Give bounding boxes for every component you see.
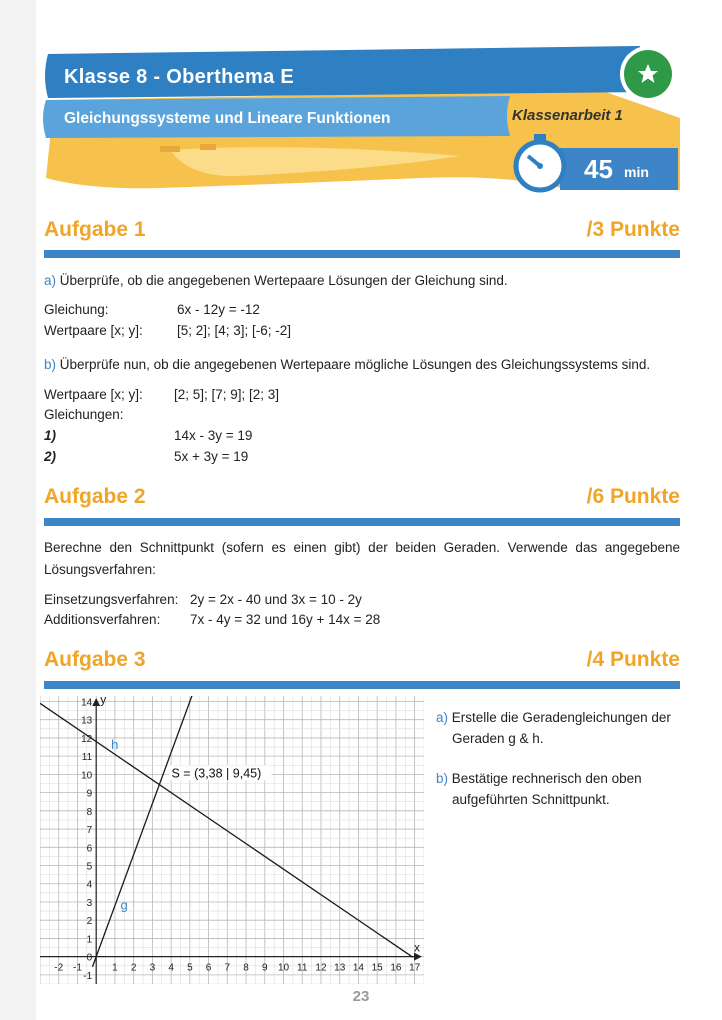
task-text: Bestätige rechnerisch den oben	[451, 771, 642, 786]
y-tick-label: 11	[81, 752, 93, 764]
task-text: Überprüfe nun, ob die angegebenen Wertepaare mögliche Lösungen des Gleichungssystems sind.	[59, 357, 651, 372]
method-label: Additionsverfahren:	[44, 612, 161, 627]
x-tick-label: 7	[224, 962, 231, 974]
y-tick-label: 4	[86, 879, 93, 891]
aufgabe1-divider	[44, 250, 680, 258]
aufgabe1-a-prompt	[44, 273, 508, 288]
y-tick-label: 9	[86, 788, 93, 800]
x-tick-label: 9	[261, 962, 268, 974]
y-tick-label: 3	[86, 897, 93, 909]
aufgabe1-b-prompt	[44, 357, 650, 372]
pairs-label: Wertpaare [x; y]:	[44, 323, 143, 338]
y-tick-label: 0	[86, 952, 93, 964]
task-label: a)	[44, 273, 57, 288]
page-subtitle: Gleichungssysteme und Lineare Funktionen	[64, 110, 391, 127]
x-tick-label: 3	[149, 962, 156, 974]
page-title: Klasse 8 - Oberthema E	[64, 66, 295, 88]
banner-sand-brick	[160, 146, 180, 152]
x-tick-label: 15	[371, 962, 383, 974]
task-label: a)	[436, 710, 449, 725]
series-line-g	[92, 696, 195, 967]
y-tick-label: 1	[86, 934, 93, 946]
y-tick-label: 10	[81, 770, 93, 782]
x-tick-label: 1	[112, 962, 118, 974]
chart-axes	[40, 698, 422, 984]
equation-number: 2)	[44, 449, 57, 464]
aufgabe3-a-line2: Geraden g & h.	[452, 731, 544, 746]
aufgabe3-title: Aufgabe 3	[44, 648, 146, 671]
equation-value: 6x - 12y = -12	[177, 302, 260, 317]
pairs-value: [2; 5]; [7; 9]; [2; 3]	[174, 387, 280, 402]
x-tick-label: 17	[409, 962, 421, 974]
equations-label: Gleichungen:	[44, 407, 124, 422]
y-tick-label: 8	[86, 806, 93, 818]
x-tick-label: -2	[54, 962, 64, 974]
y-tick-label: 5	[86, 861, 93, 873]
x-tick-label: -1	[73, 962, 82, 974]
x-tick-label: 14	[352, 962, 365, 974]
task-text: Überprüfe, ob die angegebenen Wertepaare Lösungen der Gleichung sind.	[59, 273, 508, 288]
series-label-g: g	[120, 897, 128, 913]
aufgabe2-divider	[44, 518, 680, 526]
exam-label: Klassenarbeit 1	[512, 107, 623, 124]
coordinate-chart	[40, 696, 424, 984]
chart-labels	[100, 696, 420, 955]
method-value: 7x - 4y = 32 und 16y + 14x = 28	[190, 612, 381, 627]
time-unit: min	[624, 164, 649, 180]
y-axis-arrow	[92, 698, 100, 706]
aufgabe3-divider	[44, 681, 680, 689]
aufgabe2-prompt: Berechne den Schnittpunkt (sofern es einen gibt) der beiden Geraden. Verwende das angegebene Lösungsverfahren:	[44, 540, 680, 577]
y-tick-label: 12	[81, 733, 93, 745]
equation-label: Gleichung:	[44, 302, 109, 317]
equation-number: 1)	[44, 428, 57, 443]
aufgabe2-points: /6 Punkte	[586, 485, 680, 508]
y-tick-label: 13	[81, 715, 93, 727]
y-tick-label: -1	[83, 970, 93, 982]
y-tick-label: 6	[86, 843, 93, 855]
aufgabe1-points: /3 Punkte	[586, 218, 680, 241]
x-tick-label: 2	[130, 962, 137, 974]
y-tick-label: 2	[86, 916, 93, 928]
aufgabe1-title: Aufgabe 1	[44, 218, 146, 241]
x-tick-label: 5	[187, 962, 193, 974]
x-tick-label: 6	[205, 962, 212, 974]
equation-value: 5x + 3y = 19	[174, 449, 249, 464]
x-tick-label: 11	[297, 962, 308, 974]
page-edge	[0, 0, 36, 1020]
task-label: b)	[436, 771, 449, 786]
x-tick-label: 16	[390, 962, 402, 974]
series-label-h: h	[111, 736, 119, 752]
aufgabe3-points: /4 Punkte	[586, 648, 680, 671]
x-tick-label: 10	[277, 962, 290, 974]
chart-grid	[40, 696, 424, 984]
x-tick-label: 13	[334, 962, 346, 974]
equation-value: 14x - 3y = 19	[174, 428, 253, 443]
pairs-label: Wertpaare [x; y]:	[44, 387, 143, 402]
x-tick-label: 8	[243, 962, 249, 974]
pairs-value: [5; 2]; [4; 3]; [-6; -2]	[177, 323, 292, 338]
banner-sand-brick	[200, 144, 216, 150]
time-value: 45	[584, 154, 613, 184]
aufgabe3-a-line1	[436, 710, 671, 725]
y-tick-label: 14	[81, 697, 93, 709]
x-axis-label: x	[414, 940, 420, 955]
task-text: Erstelle die Geradengleichungen der	[451, 710, 671, 725]
aufgabe3-b-line1	[436, 771, 642, 786]
timer-badge	[560, 148, 678, 190]
method-value: 2y = 2x - 40 und 3x = 10 - 2y	[190, 592, 362, 607]
method-label: Einsetzungsverfahren:	[44, 592, 179, 607]
page-number: 23	[352, 988, 370, 1005]
x-tick-label: 4	[168, 962, 174, 974]
task-label: b)	[44, 357, 57, 372]
intersection-label: S = (3,38 | 9,45)	[171, 766, 262, 781]
aufgabe2-title: Aufgabe 2	[44, 485, 146, 508]
aufgabe3-b-line2: aufgeführten Schnittpunkt.	[452, 792, 610, 807]
y-tick-label: 7	[86, 825, 93, 837]
x-tick-label: 12	[315, 962, 327, 974]
chart-ticks	[54, 697, 420, 981]
y-axis-label: y	[100, 696, 107, 707]
